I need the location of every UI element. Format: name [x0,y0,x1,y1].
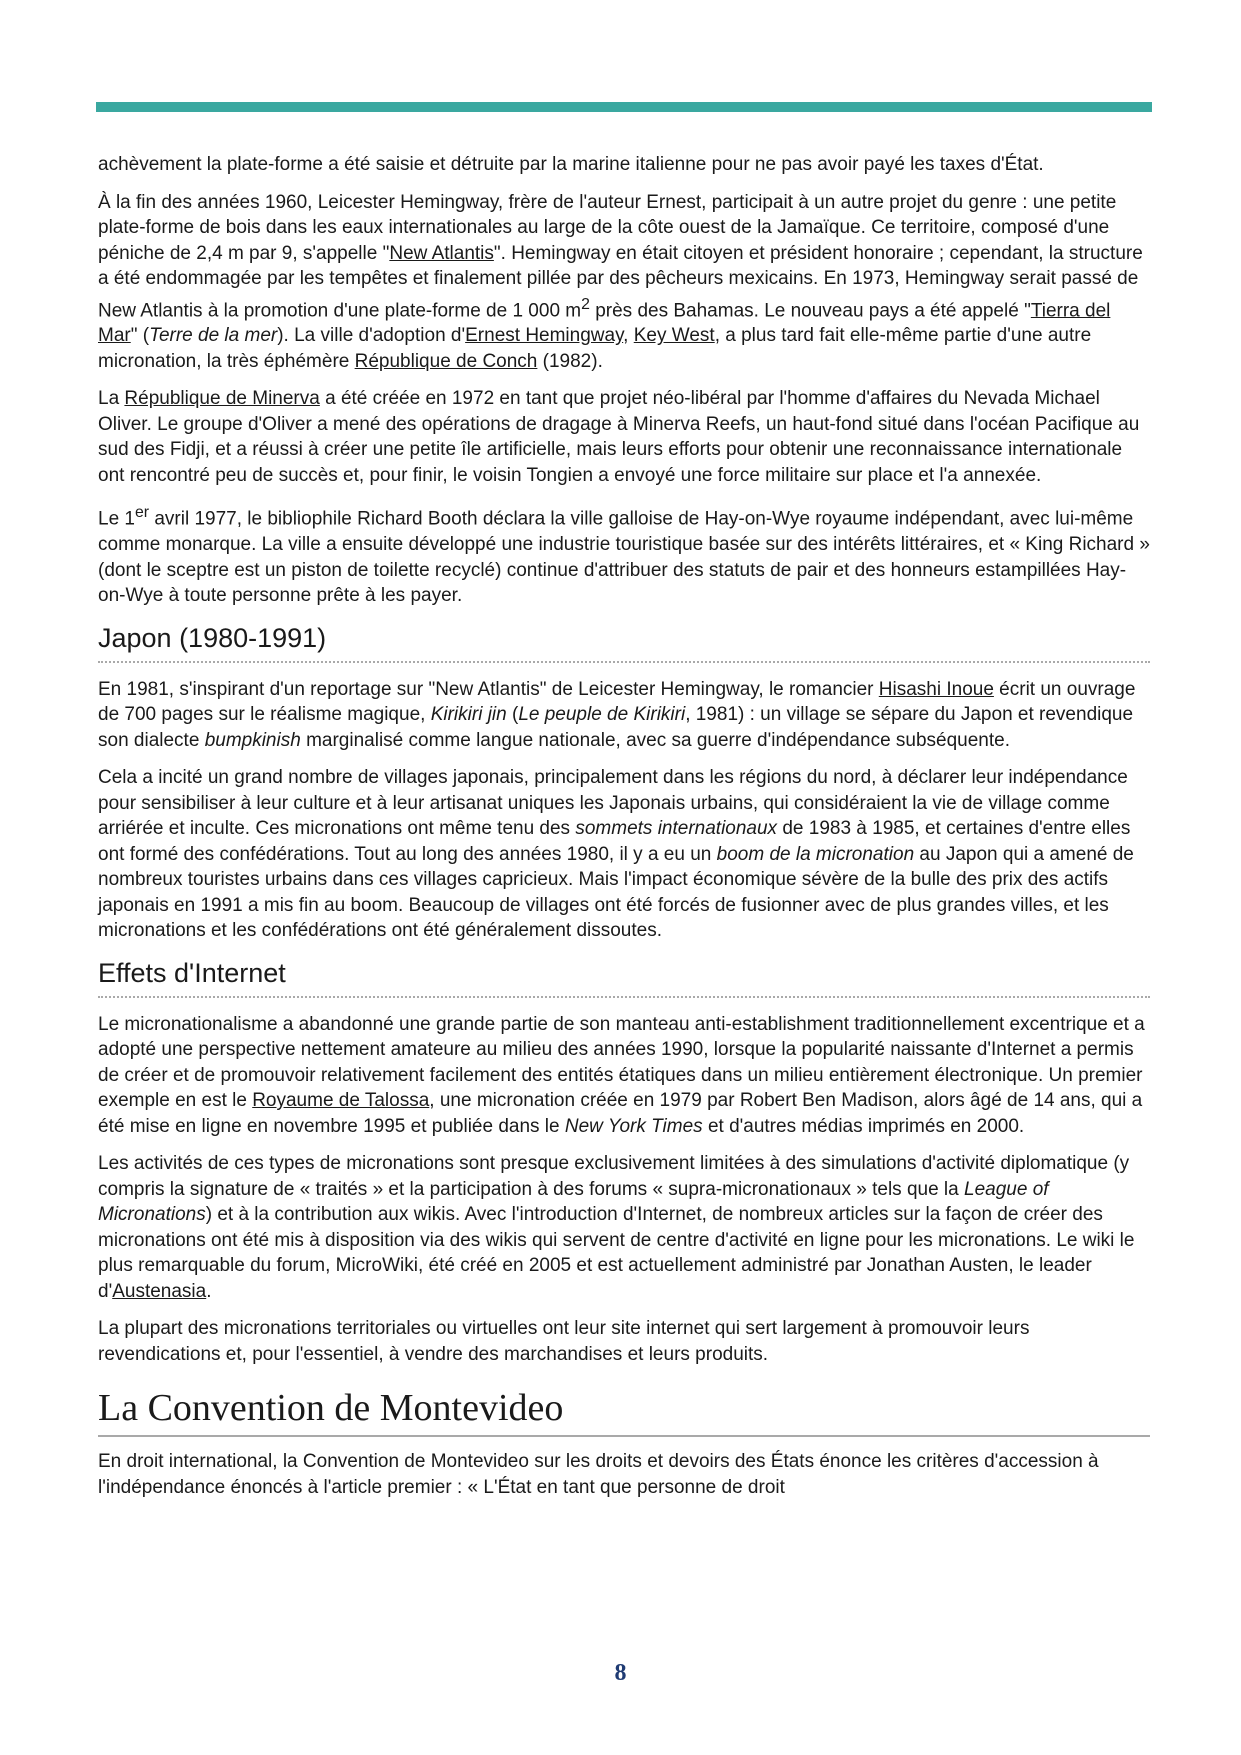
paragraph-platform-end: achèvement la plate-forme a été saisie et détruite par la marine italienne pour ne pas avoir payé les taxes d'État. [98,154,1044,175]
paragraph-micronationalism [98,1012,1150,1140]
italic-text: New York Times [564,1115,703,1137]
text: (1982). [537,350,603,372]
text: écrit un ouvrage de 700 pages sur le réalisme magique, [98,678,1136,726]
link-new-atlantis[interactable]: New Atlantis [389,242,494,264]
heading-montevideo: La Convention de Montevideo [98,1385,1150,1437]
text: ) et à la contribution aux wikis. Avec l'introduction d'Internet, de nombreux articles sur la façon de créer des micronations ont été mis à disposition via des wikis qui servent de centre d'activité en ligne pour les micronations. Le wiki le plus remarquable du forum, MicroWiki, été créé en 2005 et est actuellement administré par Jonathan Austen, le leader d' [98,1204,1135,1302]
text: En 1981, s'inspirant d'un reportage sur "New Atlantis" de Leicester Hemingway, le romancier [98,678,879,700]
link-tierra-del-mar[interactable]: Tierra del Mar [98,299,1111,347]
text: Le micronationalisme a abandonné une grande partie de son manteau anti-establishment traditionnellement excentrique et a adopté une perspective nettement amateure au milieu des années 1990, lorsque la popularité naissante d'Internet a permis de créer et de promouvoir relativement facilement des entités étatiques dans un milieu entièrement électronique. Un premier exemple en est le [98,1013,1145,1112]
text: et d'autres médias imprimés en 2000. [702,1115,1025,1137]
italic-text: boom de la micronation [716,843,915,865]
text: ". Hemingway en était citoyen et président honoraire ; cependant, la structure a été endommagée par les tempêtes et finalement pillée par des pêcheurs mexicains. En 1973, Hemingway serait passé de New Atlantis à la promotion d'une plate-forme de 1 000 m [98,242,1143,321]
text: de 1983 à 1985, et certaines d'entre elles ont formé des confédérations. Tout au long des années 1980, il y a eu un [98,818,1131,865]
text: , 1981) : un village se sépare du Japon et revendique son dialecte [98,704,1134,751]
link-hisashi-inoue[interactable]: Hisashi Inoue [878,678,994,700]
text: , une micronation créée en 1979 par Robert Ben Madison, alors âgé de 14 ans, qui a été mise en ligne en novembre 1995 et publiée dans le [98,1090,1143,1137]
link-republique-de-minerva[interactable]: République de Minerva [124,388,320,410]
text: avril 1977, le bibliophile Richard Booth déclara la ville galloise de Hay-on-Wye royaume indépendant, avec lui-même comme monarque. La ville a ensuite développé une industrie touristique basée sur des intérêts littéraires, et « King Richard » (dont le sceptre est un piston de toilette recyclé) continue d'attribuer des statuts de pair et des honneurs estampillées Hay-on-Wye à toute personne prête à les payer. [98,508,1150,607]
superscript: 2 [581,295,590,313]
text: À la fin des années 1960, Leicester Hemingway, frère de l'auteur Ernest, participait à un autre projet du genre : une petite plate-forme de bois dans les eaux internationales au large de la côte ouest de la Jamaïque. Ce territoire, composé d'une péniche de 2,4 m par 9, s'appelle " [98,191,1117,264]
link-key-west[interactable]: Key West [633,325,715,347]
paragraph-hay-on-wye [98,500,1150,608]
link-ernest-hemingway[interactable]: Ernest Hemingway [465,325,624,347]
link-royaume-de-talossa[interactable]: Royaume de Talossa [252,1090,430,1112]
paragraph-minerva [98,386,1150,488]
link-austenasia[interactable]: Austenasia [112,1280,207,1302]
heading-japon: Japon (1980-1991) [98,621,1150,663]
text: ( [506,704,519,726]
superscript: er [134,504,150,522]
italic-text: League of Micronations [98,1178,1049,1226]
text: Le 1 [98,508,135,530]
paragraph-kirikiri [98,677,1150,754]
heading-internet: Effets d'Internet [98,956,1150,998]
text: a été créée en 1972 en tant que projet néo-libéral par l'homme d'affaires du Nevada Michael Oliver. Le groupe d'Oliver a mené des opérations de dragage à Minerva Reefs, un haut-fond situé dans l'océan Pacifique au sud des Fidji, et a réussi à créer une petite île artificielle, mais leurs efforts pour obtenir une reconnaissance internationale ont rencontré peu de succès et, pour finir, le voisin Tongien a envoyé une force militaire sur place et l'a annexée. [98,388,1140,486]
italic-text: bumpkinish [204,729,301,751]
page-number: 8 [614,1660,627,1686]
text: près des Bahamas. Le nouveau pays a été appelé " [589,299,1031,321]
text: au Japon qui a amené de nombreux touristes urbains dans ces villages capricieux. Mais l'impact économique sévère de la bulle des prix des actifs japonais en 1991 a mis fin au boom. Beaucoup de villages ont été forcés de fusionner avec de plus grandes villes, et les micronations et les confédérations ont été généralement dissoutes. [98,843,1134,942]
text: , a plus tard fait elle-même partie d'une autre micronation, la très éphémère [98,325,1092,372]
text: " ( [130,325,150,347]
text: La [98,388,125,410]
text: marginalisé comme langue nationale, avec sa guerre d'indépendance subséquente. [300,729,1011,751]
text: , [623,325,634,347]
page-content [98,152,1150,1512]
paragraph-websites: La plupart des micronations territoriales ou virtuelles ont leur site internet qui sert largement à promouvoir leurs revendications et, pour l'essentiel, à vendre des marchandises et leurs produits. [98,1318,1030,1365]
italic-text: Le peuple de Kirikiri [518,704,686,726]
text: ). La ville d'adoption d' [277,325,466,347]
paragraph-montevideo: En droit international, la Convention de Montevideo sur les droits et devoirs des États énonce les critères d'accession à l'indépendance énoncés à l'article premier : « L'État en tant que personne de droit [98,1451,1099,1498]
paragraph-new-atlantis [98,190,1150,375]
text: . [206,1280,212,1302]
italic-text: sommets internationaux [575,818,778,840]
italic-text: Terre de la mer [149,325,278,347]
text: Les activités de ces types de micronations sont presque exclusivement limitées à des simulations d'activité diplomatique (y compris la signature de « traités » et la participation à des forums « supra-micronationaux » tels que la [98,1153,1130,1200]
paragraph-activities [98,1151,1150,1304]
text: Cela a incité un grand nombre de villages japonais, principalement dans les régions du nord, à déclarer leur indépendance pour sensibiliser à leur culture et à leur artisanat uniques les Japonais urbains, qui considéraient la vie de village comme arriérée et inculte. Ces micronations ont même tenu des [98,767,1128,840]
italic-text: Kirikiri jin [430,704,507,726]
header-accent-bar [96,102,1152,112]
link-republique-de-conch[interactable]: République de Conch [354,350,538,372]
paragraph-japanese-villages [98,765,1150,944]
